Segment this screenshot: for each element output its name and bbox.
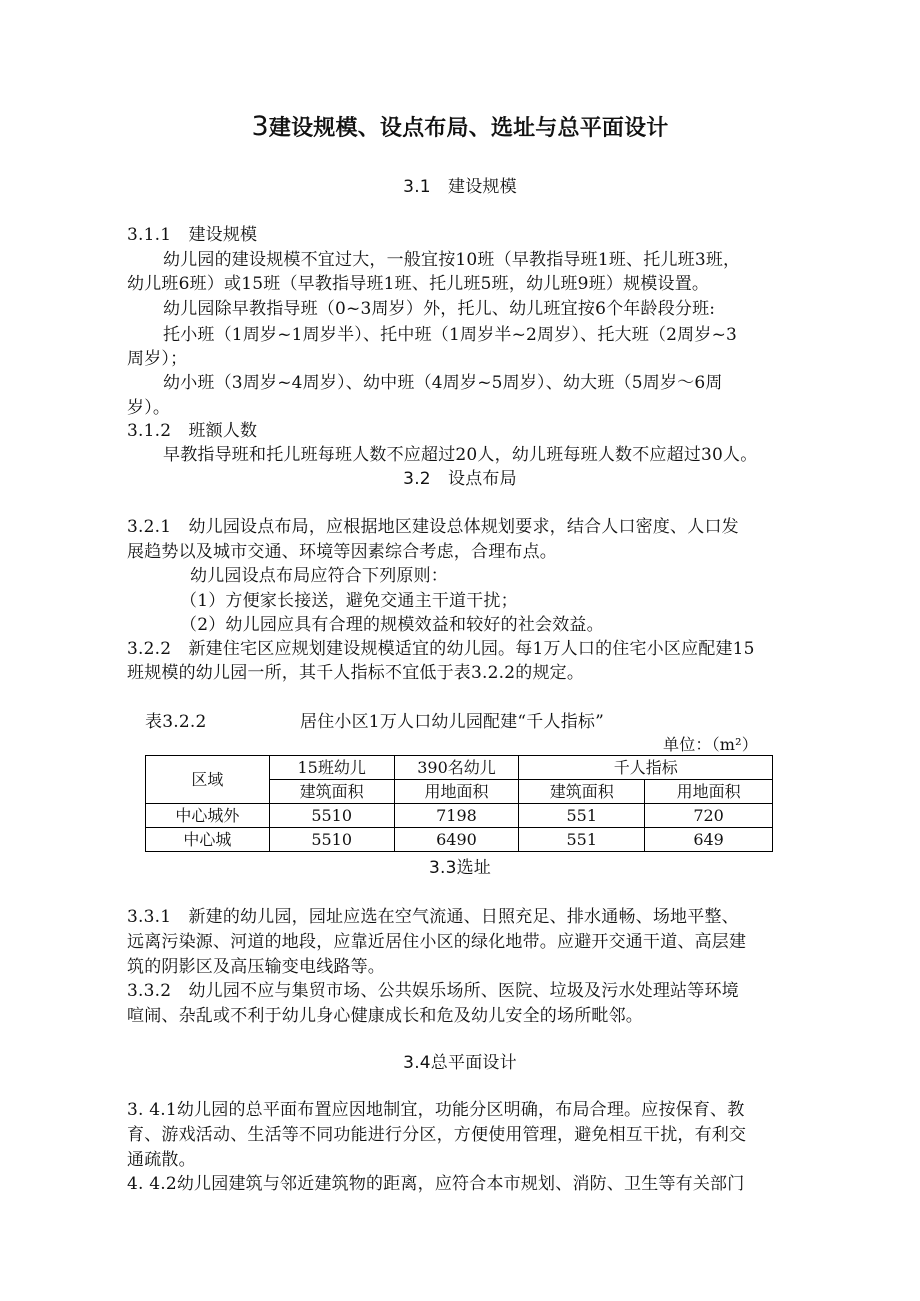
table-header-row: [146, 756, 773, 780]
section-3-3-heading: 3.3选址: [428, 858, 492, 878]
paragraph: 通疏散。: [127, 1150, 196, 1170]
header-thousand-index: 千人指标: [519, 756, 773, 780]
paragraph: 幼儿园设点布局应符合下列原则：: [190, 566, 448, 586]
paragraph: 远离污染源、河道的地段，应靠近居住小区的绿化地带。应避开交通干道、高层建: [127, 932, 747, 952]
table-cell: 649: [645, 828, 773, 852]
section-3-2-heading: 3.2 设点布局: [403, 469, 517, 489]
paragraph: 3.2.2 新建住宅区应规划建设规模适宜的幼儿园。每1万人口的住宅小区应配建15: [127, 639, 755, 659]
title-number: 3: [251, 111, 269, 142]
section-3-4-heading: 3.4总平面设计: [403, 1053, 517, 1073]
paragraph: 3.2.1 幼儿园设点布局，应根据地区建设总体规划要求，结合人口密度、人口发: [127, 517, 739, 537]
subheader-cell: 建筑面积: [269, 780, 394, 804]
section-3-1-1-heading: 3.1.1 建设规模: [127, 225, 258, 245]
paragraph: 喧闹、杂乱或不利于幼儿身心健康成长和危及幼儿安全的场所毗邻。: [127, 1006, 643, 1026]
table-row: [146, 828, 773, 852]
paragraph: 3. 4.1幼儿园的总平面布置应因地制宜，功能分区明确，布局合理。应按保育、教: [127, 1100, 745, 1120]
paragraph: 筑的阴影区及高压输变电线路等。: [127, 957, 385, 977]
paragraph: 育、游戏活动、生活等不同功能进行分区，方便使用管理，避免相互干扰，有利交: [127, 1125, 747, 1145]
subheader-cell: 用地面积: [645, 780, 773, 804]
row-name: 中心城外: [146, 804, 270, 828]
list-item: （1）方便家长接送，避免交通主干道干扰；: [180, 591, 518, 611]
table-cell: 551: [519, 828, 645, 852]
table-cell: 7198: [394, 804, 519, 828]
page-title: [0, 111, 920, 142]
table-cell: 720: [645, 804, 773, 828]
table-label: 表3.2.2: [145, 712, 207, 732]
paragraph: 幼儿班6班）或15班（早教指导班1班、托儿班5班，幼儿班9班）规模设置。: [127, 274, 710, 294]
paragraph: 4. 4.2幼儿园建筑与邻近建筑物的距离，应符合本市规划、消防、卫生等有关部门: [127, 1174, 745, 1194]
paragraph: 周岁）；: [127, 349, 188, 369]
paragraph: 幼儿园除早教指导班（0~3周岁）外，托儿、幼儿班宜按6个年龄段分班:: [163, 299, 716, 319]
paragraph: 3.3.1 新建的幼儿园，园址应选在空气流通、日照充足、排水通畅、场地平整、: [127, 907, 739, 927]
thousand-person-index-table: [145, 755, 773, 852]
paragraph: 幼儿园的建设规模不宜过大，一般宜按10班（早教指导班1班、托儿班3班，: [163, 250, 741, 270]
row-name: 中心城: [146, 828, 270, 852]
paragraph: 岁）。: [127, 398, 171, 418]
paragraph: 3.3.2 幼儿园不应与集贸市场、公共娱乐场所、医院、垃圾及污水处理站等环境: [127, 981, 739, 1001]
paragraph: 幼小班（3周岁~4周岁）、幼中班（4周岁~5周岁）、幼大班（5周岁～6周: [163, 373, 723, 393]
paragraph: 展趋势以及城市交通、环境等因素综合考虑，合理布点。: [127, 542, 557, 562]
section-3-1-heading: 3.1 建设规模: [403, 177, 517, 197]
header-15-classes: 15班幼儿: [269, 756, 394, 780]
table-cell: 6490: [394, 828, 519, 852]
table-caption: 居住小区1万人口幼儿园配建“千人指标”: [300, 712, 604, 732]
title-text: 建设规模、设点布局、选址与总平面设计: [268, 116, 669, 141]
subheader-cell: 建筑面积: [519, 780, 645, 804]
subheader-cell: 用地面积: [394, 780, 519, 804]
table-row: [146, 804, 773, 828]
paragraph: 早教指导班和托儿班每班人数不应超过20人，幼儿班每班人数不应超过30人。: [163, 445, 758, 465]
section-3-1-2-heading: 3.1.2 班额人数: [127, 421, 258, 441]
table-cell: 5510: [269, 828, 394, 852]
paragraph: 班规模的幼儿园一所，其千人指标不宜低于表3.2.2的规定。: [127, 663, 585, 683]
header-390-children: 390名幼儿: [394, 756, 519, 780]
table-cell: 5510: [269, 804, 394, 828]
table-unit: 单位：（m²）: [663, 735, 758, 754]
paragraph: 托小班（1周岁~1周岁半）、托中班（1周岁半~2周岁）、托大班（2周岁~3: [163, 325, 738, 345]
list-item: （2）幼儿园应具有合理的规模效益和较好的社会效益。: [180, 615, 604, 635]
header-area: 区域: [146, 756, 270, 804]
table-cell: 551: [519, 804, 645, 828]
